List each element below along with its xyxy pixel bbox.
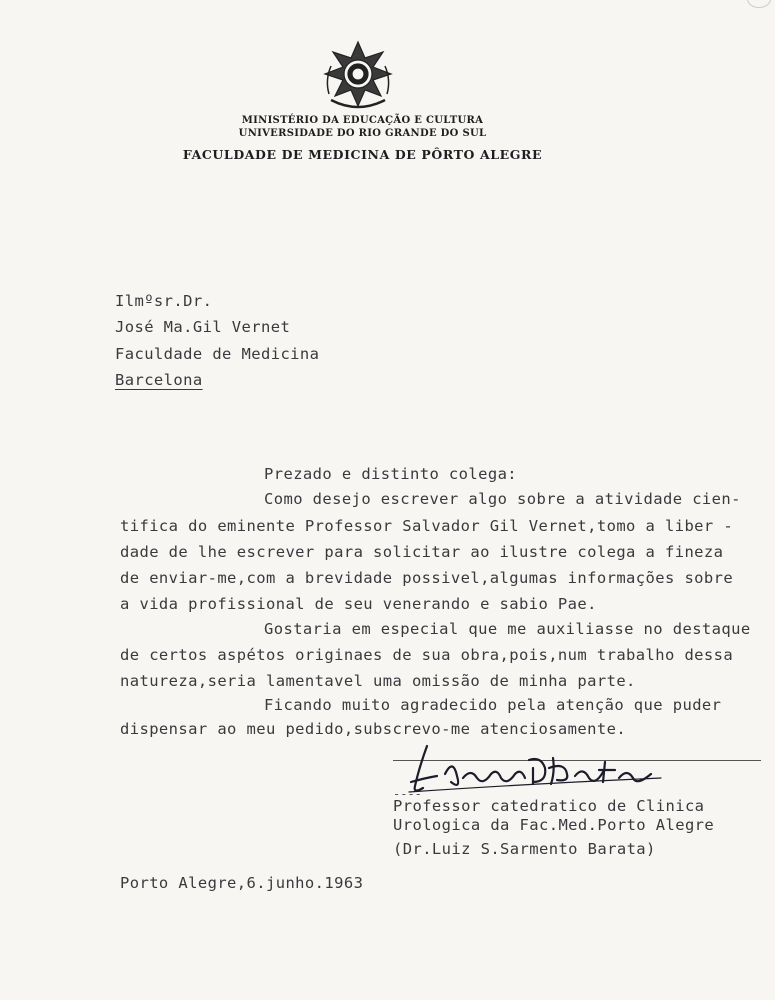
coat-of-arms-icon	[321, 40, 395, 112]
paper-corner-mark	[747, 0, 771, 8]
ministry-heading: MINISTÉRIO DA EDUCAÇÃO E CULTURA	[241, 115, 484, 126]
recipient-title: Ilmºsr.Dr.	[115, 292, 213, 310]
body-line: Como desejo escrever algo sobre a atividade cien-	[264, 490, 741, 508]
signature-dashes: ----	[393, 787, 422, 801]
place-date: Porto Alegre,6.junho.1963	[120, 874, 364, 892]
body-line: de enviar-me,com a brevidade possivel,algumas informações sobre	[120, 569, 734, 587]
university-heading: UNIVERSIDADE DO RIO GRANDE DO SUL	[238, 128, 487, 139]
body-line: dade de lhe escrever para solicitar ao ilustre colega a fineza	[120, 543, 724, 561]
handwritten-signature	[405, 738, 665, 798]
signer-name: (Dr.Luiz S.Sarmento Barata)	[393, 840, 656, 858]
body-line: tifica do eminente Professor Salvador Gil Vernet,tomo a liber -	[120, 517, 734, 535]
body-line: dispensar ao meu pedido,subscrevo-me atenciosamente.	[120, 720, 627, 738]
body-line: Ficando muito agradecido pela atenção que puder	[264, 696, 722, 714]
body-line: de certos aspétos originaes de sua obra,pois,num trabalho dessa	[120, 646, 734, 664]
body-line: natureza,seria lamentavel uma omissão de minha parte.	[120, 672, 636, 690]
faculty-heading: FACULDADE DE MEDICINA DE PÔRTO ALEGRE	[182, 147, 543, 162]
greeting: Prezado e distinto colega:	[264, 465, 518, 483]
recipient-institution: Faculdade de Medicina	[115, 345, 320, 363]
recipient-city: Barcelona	[115, 371, 203, 389]
body-line: a vida profissional de seu venerando e sabio Pae.	[120, 595, 597, 613]
recipient-name: José Ma.Gil Vernet	[115, 318, 291, 336]
signer-title-line1: Professor catedratico de Clinica	[393, 797, 705, 815]
body-line: Gostaria em especial que me auxiliasse no destaque	[264, 620, 751, 638]
signer-title-line2: Urologica da Fac.Med.Porto Alegre	[393, 816, 715, 834]
